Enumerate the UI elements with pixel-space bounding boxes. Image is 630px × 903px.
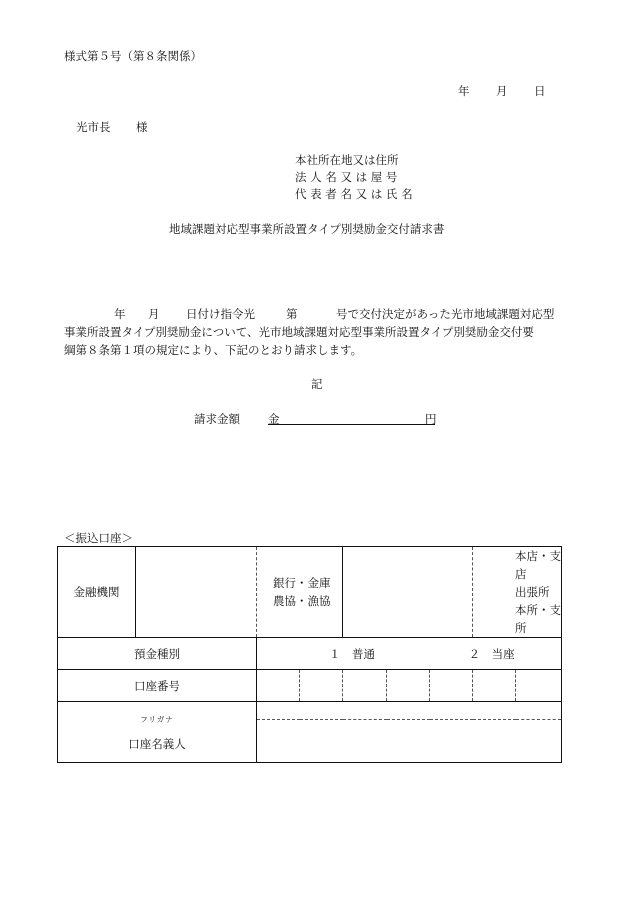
representative-label: 代 表 者 名 又 は 氏 名 (295, 187, 413, 201)
holder-name-input-cell[interactable] (257, 720, 562, 763)
account-number-row (58, 670, 562, 702)
account-digit-7[interactable] (516, 670, 562, 702)
body-line-1 (64, 305, 574, 323)
branch-type-1: 本店・支店 (515, 549, 562, 581)
furigana-input-cell[interactable] (257, 702, 562, 720)
ki-label: 記 (311, 377, 323, 391)
branch-type-cell (473, 547, 562, 638)
deposit-option-current[interactable]: ２ 当座 (468, 646, 515, 661)
furigana-label: フリガナ (140, 715, 174, 724)
furigana-row (58, 702, 562, 720)
body-month: 月 (148, 307, 160, 321)
account-digit-5[interactable] (430, 670, 473, 702)
account-heading: ＜振込口座＞ (64, 531, 133, 545)
bank-account-table (57, 546, 562, 763)
amount-label: 請求金額 (194, 412, 240, 426)
date-month: 月 (496, 84, 508, 98)
document-title: 地域課題対応型事業所設置タイプ別奨励金交付請求書 (169, 222, 445, 236)
institution-type-2: 農協・漁協 (273, 594, 331, 608)
deposit-type-row (58, 638, 562, 670)
institution-label: 金融機関 (58, 547, 136, 638)
branch-type-2: 出張所 (515, 585, 550, 599)
deposit-option-ordinary[interactable]: １ 普通 (329, 646, 375, 661)
form-number: 様式第５号（第８条関係） (64, 49, 202, 63)
amount-unit: 円 (425, 412, 437, 426)
amount-prefix: 金 (268, 412, 280, 426)
branch-name-cell[interactable] (343, 547, 473, 638)
account-digit-3[interactable] (343, 670, 387, 702)
account-digit-6[interactable] (473, 670, 516, 702)
holder-label-cell (58, 702, 257, 763)
institution-name-cell[interactable] (136, 547, 257, 638)
amount-underline[interactable] (268, 424, 435, 425)
institution-type-1: 銀行・金庫 (273, 576, 331, 590)
holder-label: 口座名義人 (128, 737, 186, 751)
institution-row (58, 547, 562, 638)
institution-type-cell (257, 547, 343, 638)
deposit-options-cell (257, 638, 562, 670)
account-digit-4[interactable] (387, 670, 430, 702)
body-year: 年 (114, 307, 126, 321)
company-label: 法 人 名 又 は 屋 号 (295, 170, 398, 184)
addressee-name: 光市長 (76, 120, 111, 134)
date-year: 年 (458, 84, 470, 98)
account-number-label: 口座番号 (58, 670, 257, 702)
body-dated: 日付け指令光 (186, 307, 255, 321)
request-body (64, 305, 574, 359)
body-rest: 号で交付決定があった光市地域課題対応型 (336, 307, 555, 321)
body-line-3: 綱第８条第１項の規定により、下記のとおり請求します。 (64, 343, 363, 357)
address-label: 本社所在地又は住所 (295, 153, 399, 167)
deposit-type-label: 預金種別 (58, 638, 257, 670)
body-dai: 第 (286, 307, 298, 321)
branch-type-3: 本所・支所 (515, 603, 562, 635)
account-digit-2[interactable] (300, 670, 343, 702)
date-day: 日 (534, 84, 546, 98)
body-line-2: 事業所設置タイプ別奨励金について、光市地域課題対応型事業所設置タイプ別奨励金交付要 (64, 325, 534, 339)
account-digit-1[interactable] (257, 670, 300, 702)
addressee-honorific: 様 (136, 120, 148, 134)
